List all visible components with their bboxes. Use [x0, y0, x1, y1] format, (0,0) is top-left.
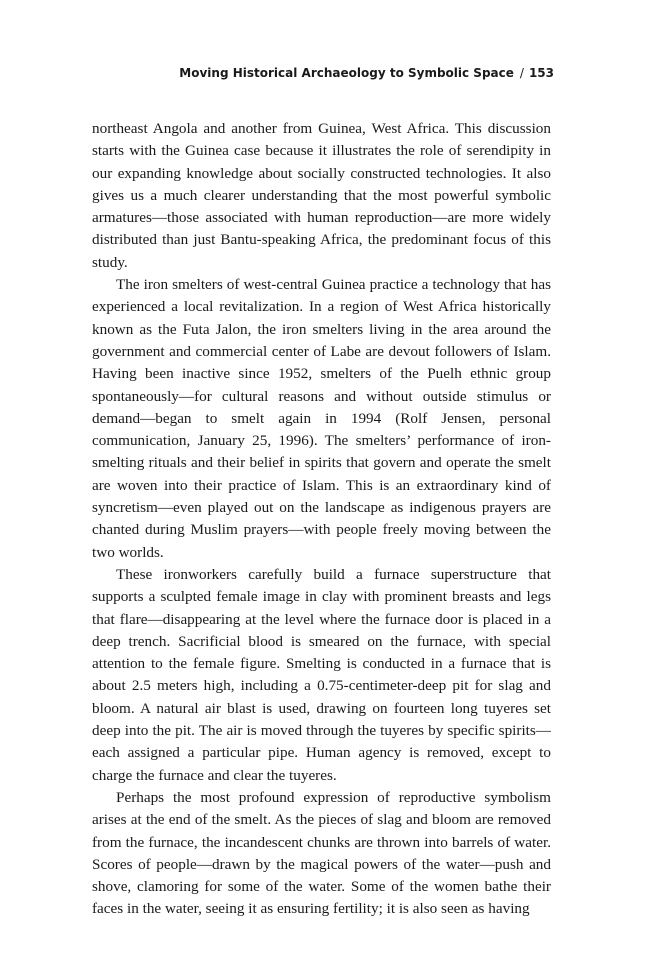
- header-separator: /: [519, 66, 524, 80]
- paragraph-guinea-smelters: The iron smelters of west-central Guinea practice a technology that has experienced a local revitalization. In a region of West Africa historically known as the Futa Jalon, the iron smelters living in the area around the government and commercial center of Labe are devout followers of Islam. Having been inactive since 1952, smelters of the Puelh ethnic group spontaneously—for cultural reasons and without outside stimulus or demand—began to smelt again in 1994 (Rolf Jensen, personal communication, January 25, 1996). The smelters’ performance of iron-smelting rituals and their belief in spirits that govern and operate the smelt are woven into their practice of Islam. This is an extraordinary kind of syncretism—even played out on the landscape as indigenous prayers are chanted during Muslim prayers—with people freely moving between the two worlds.: [92, 276, 551, 561]
- page-number: 153: [528, 66, 554, 80]
- paragraph-continued: northeast Angola and another from Guinea, West Africa. This discussion starts with the Guinea case because it illustrates the role of serendipity in our expanding knowledge about socially constructed technologies. It also gives us a much clearer understanding that the most powerful symbolic armatures—those associated with human reproduction—are more widely distributed than just Bantu-speaking Africa, the predominant focus of this study.: [92, 120, 551, 271]
- body-text: [92, 118, 551, 921]
- running-header-title: Moving Historical Archaeology to Symbolic Space: [179, 66, 514, 80]
- paragraph-reproductive-symbolism: Perhaps the most profound expression of reproductive symbolism arises at the end of the smelt. As the pieces of slag and bloom are removed from the furnace, the incandescent chunks are thrown into barrels of water. Scores of people—drawn by the magical powers of the water—push and shove, clamoring for some of the water. Some of the women bathe their faces in the water, seeing it as ensuring fertility; it is also seen as having: [92, 788, 551, 918]
- running-header: [179, 66, 554, 80]
- paragraph-furnace-construction: These ironworkers carefully build a furnace superstructure that supports a sculpted female image in clay with prominent breasts and legs that flare—disappearing at the level where the furnace door is placed in a deep trench. Sacrificial blood is smeared on the furnace, with special attention to the female figure. Smelting is conducted in a furnace that is about 2.5 meters high, including a 0.75-centimeter-deep pit for slag and bloom. A natural air blast is used, drawing on fourteen long tuyeres set deep into the pit. The air is moved through the tuyeres by specific spirits—each assigned a particular pipe. Human agency is removed, except to charge the furnace and clear the tuyeres.: [92, 565, 551, 784]
